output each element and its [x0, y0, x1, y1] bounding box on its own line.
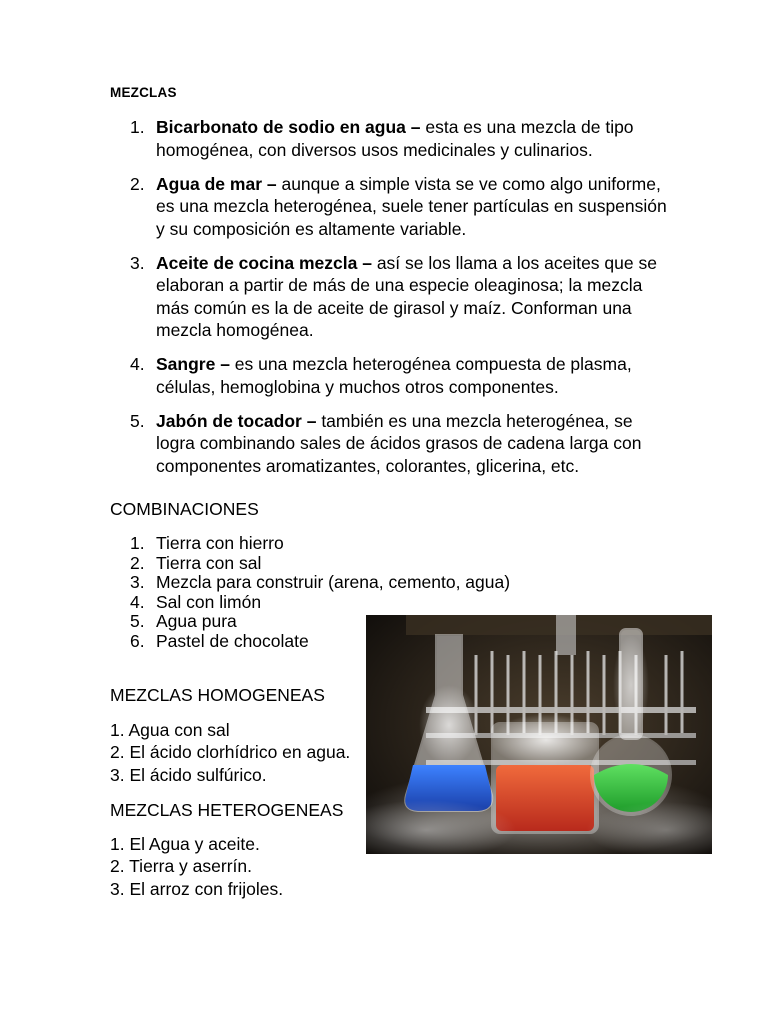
list-item: 3. El ácido sulfúrico.: [110, 764, 267, 785]
lab-glassware-photo: [366, 615, 712, 854]
heterogeneas-list: [110, 833, 283, 900]
item-number: 1.: [130, 533, 145, 553]
combinaciones-heading: COMBINACIONES: [110, 499, 259, 519]
list-item: 2. El ácido clorhídrico en agua.: [110, 742, 351, 763]
item-text: Mezcla para construir (arena, cemento, agua): [156, 572, 511, 592]
item-description: también es una mezcla heterogénea, se logra combinando sales de ácidos grasos de cadena larga con componentes aromatizantes, colorantes, glicerina, etc.: [156, 410, 642, 476]
list-item: 2. Tierra y aserrín.: [110, 856, 252, 877]
item-number: 5.: [130, 410, 145, 431]
item-number: 4.: [130, 591, 145, 612]
heterogeneas-heading: MEZCLAS HETEROGENEAS: [110, 800, 344, 820]
bottle-icon: [556, 615, 576, 655]
homogeneas-list: [110, 719, 350, 786]
item-term: Jabón de tocador –: [156, 410, 317, 431]
lab-glassware-illustration: [366, 615, 712, 854]
mezclas-list: [110, 116, 670, 489]
list-item: 3. El arroz con frijoles.: [110, 878, 284, 899]
item-description: aunque a simple vista se ve como algo uniforme, es una mezcla heterogénea, suele tener partículas en suspensión y su composición es altamente variable.: [156, 173, 667, 239]
item-text: Sal con limón: [156, 591, 262, 612]
item-number: 3.: [130, 572, 145, 592]
item-number: 4.: [130, 354, 145, 374]
list-item: [110, 252, 670, 342]
list-item: 1. El Agua y aceite.: [110, 834, 260, 854]
item-text: Tierra con hierro: [156, 533, 284, 553]
item-number: 5.: [130, 611, 145, 631]
list-item: [110, 116, 670, 161]
item-description: esta es una mezcla de tipo homogénea, con diversos usos medicinales y culinarios.: [156, 117, 634, 160]
red-beaker-icon: [490, 714, 602, 833]
item-number: 2.: [130, 552, 145, 573]
list-item: 1. Agua con sal: [110, 720, 230, 740]
item-number: 3.: [130, 252, 145, 273]
item-description: así se los llama a los aceites que se elaboran a partir de más de una especie oleaginosa; la mezcla más común es la de aceite de girasol y maíz. Conforman una mezcla homogénea.: [156, 252, 657, 340]
item-number: 2.: [130, 173, 145, 194]
list-item: [110, 410, 670, 478]
item-number: 1.: [130, 117, 145, 137]
item-number: 6.: [130, 630, 145, 651]
list-item: [110, 573, 510, 593]
item-description: es una mezcla heterogénea compuesta de plasma, células, hemoglobina y muchos otros componentes.: [156, 354, 632, 397]
list-item: [110, 173, 670, 241]
list-item: [110, 534, 510, 554]
list-item: [110, 593, 510, 613]
item-text: Pastel de chocolate: [156, 630, 309, 651]
homogeneas-heading: MEZCLAS HOMOGENEAS: [110, 685, 325, 705]
item-text: Agua pura: [156, 611, 237, 631]
list-item: [110, 554, 510, 574]
list-item: [110, 353, 670, 398]
item-term: Bicarbonato de sodio en agua –: [156, 117, 421, 137]
mezclas-heading: MEZCLAS: [110, 85, 177, 100]
item-term: Agua de mar –: [156, 173, 277, 194]
item-term: Sangre –: [156, 354, 230, 374]
item-text: Tierra con sal: [156, 552, 262, 573]
item-term: Aceite de cocina mezcla –: [156, 252, 372, 273]
